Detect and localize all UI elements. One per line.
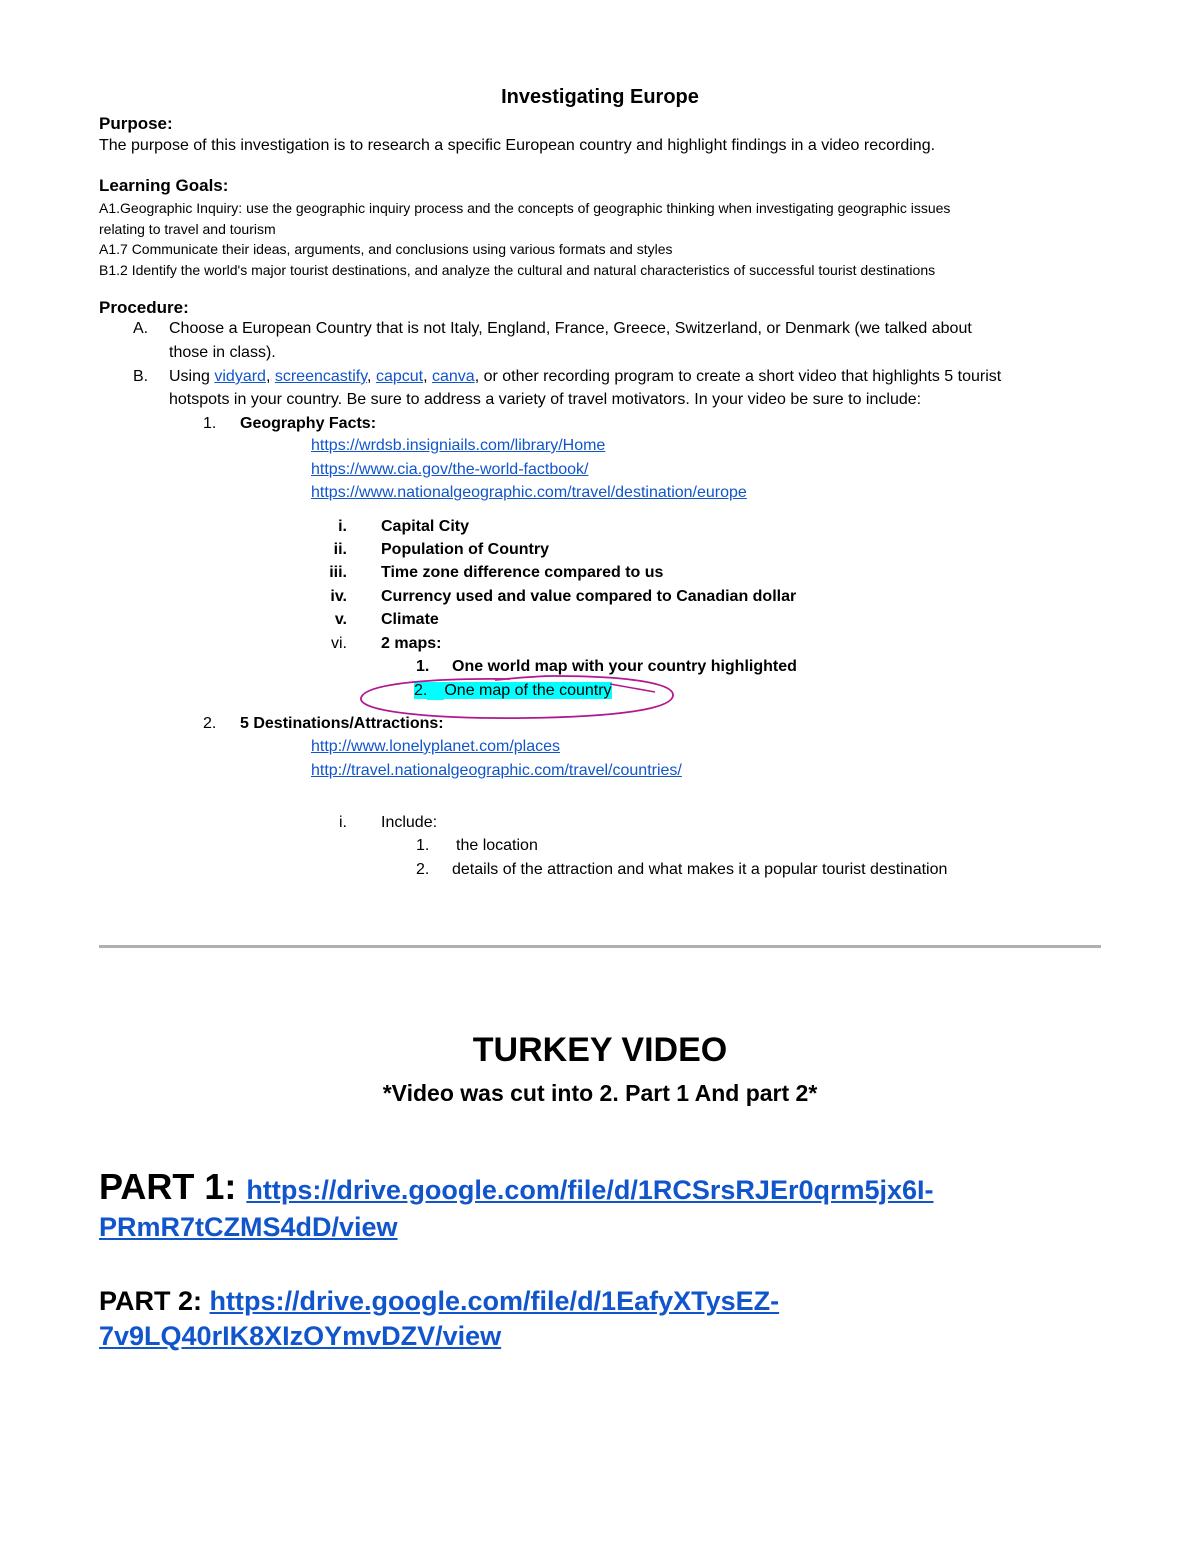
geo-marker: 1. — [203, 415, 217, 432]
map-item-country: One map of the country — [444, 682, 612, 699]
goal-a1-line2: relating to travel and tourism — [99, 221, 276, 237]
geo-link-cia[interactable]: https://www.cia.gov/the-world-factbook/ — [311, 461, 589, 478]
annotation-ellipse — [361, 676, 673, 718]
geo-item-currency: Currency used and value compared to Canadian dollar — [381, 588, 797, 605]
dest-marker: 2. — [203, 715, 217, 732]
include-details: details of the attraction and what makes it a popular tourist destination — [452, 861, 948, 878]
procedure-b-line1 — [169, 368, 1001, 386]
geo-item-climate: Climate — [381, 611, 439, 628]
geo-item-marker: iv. — [330, 588, 347, 605]
part2-label: PART 2: — [99, 1286, 203, 1316]
annotation-stroke — [610, 684, 655, 692]
using-label: Using — [169, 368, 210, 385]
part1-row — [99, 1166, 934, 1208]
procedure-b-line2: hotspots in your country. Be sure to address a variety of travel motivators. In your video be sure to include: — [169, 391, 922, 408]
procedure-a-marker: A. — [133, 320, 149, 337]
procedure-b-rest: , or other recording program to create a short video that highlights 5 tourist — [474, 368, 1002, 385]
geo-item-marker: iii. — [329, 564, 347, 581]
include-location: the location — [456, 837, 538, 854]
geo-item-maps: 2 maps: — [381, 635, 442, 652]
geo-item-timezone: Time zone difference compared to us — [381, 564, 664, 581]
part2-link-continued[interactable]: 7v9LQ40rIK8XIzOYmvDZV/view — [99, 1321, 502, 1351]
procedure-a-line1: Choose a European Country that is not Italy, England, France, Greece, Switzerland, or Denmark (we talked about — [169, 320, 972, 337]
goal-b12: B1.2 Identify the world's major tourist destinations, and analyze the cultural and natural characteristics of successful tourist destinations — [99, 262, 936, 278]
map-item-marker: 2. — [414, 682, 428, 699]
geo-item-capital: Capital City — [381, 518, 470, 535]
comma: , — [423, 368, 428, 385]
purpose-text: The purpose of this investigation is to research a specific European country and highlight findings in a video recording. — [99, 137, 936, 154]
include-sub-marker: 1. — [416, 837, 430, 854]
horizontal-divider — [99, 945, 1101, 948]
part1-link-continued[interactable]: PRmR7tCZMS4dD/view — [99, 1212, 398, 1242]
geo-item-marker: ii. — [333, 541, 347, 558]
geo-link-insignia[interactable]: https://wrdsb.insigniails.com/library/Home — [311, 437, 606, 454]
comma: , — [367, 368, 372, 385]
part1-link[interactable]: https://drive.google.com/file/d/1RCSrsRJEr0qrm5jx6I- — [246, 1175, 934, 1205]
page-title: Investigating Europe — [501, 86, 699, 108]
canva-link[interactable]: canva — [431, 368, 475, 385]
goal-a17: A1.7 Communicate their ideas, arguments, and conclusions using various formats and styles — [99, 241, 673, 257]
geo-item-marker: v. — [334, 611, 347, 628]
include-label: Include: — [381, 814, 438, 831]
geo-item-marker: vi. — [331, 635, 347, 652]
procedure-b-marker: B. — [133, 368, 149, 385]
screencastify-link[interactable]: screencastify — [274, 368, 368, 385]
video-subtitle: *Video was cut into 2. Part 1 And part 2* — [382, 1080, 818, 1106]
geo-item-population: Population of Country — [381, 541, 549, 558]
part2-link[interactable]: https://drive.google.com/file/d/1EafyXTysEZ- — [209, 1286, 780, 1316]
purpose-heading: Purpose: — [99, 114, 173, 133]
include-sub-marker: 2. — [416, 861, 430, 878]
geo-item-marker: i. — [338, 518, 347, 535]
procedure-heading: Procedure: — [99, 298, 189, 317]
map-item-marker: 1. — [416, 658, 430, 675]
geo-label: Geography Facts: — [240, 415, 377, 432]
video-title: TURKEY VIDEO — [472, 1031, 728, 1069]
geo-link-natgeo[interactable]: https://www.nationalgeographic.com/travel/destination/europe — [311, 484, 747, 501]
procedure-a-line2: those in class). — [169, 344, 276, 361]
dest-link-natgeo[interactable]: http://travel.nationalgeographic.com/travel/countries/ — [311, 762, 682, 779]
capcut-link[interactable]: capcut — [375, 368, 424, 385]
goal-a1-line1: A1.Geographic Inquiry: use the geographic inquiry process and the concepts of geographic thinking when investigating geographic issues — [99, 200, 951, 216]
comma: , — [265, 368, 271, 385]
learning-goals-heading: Learning Goals: — [99, 176, 229, 195]
part2-row — [99, 1286, 779, 1317]
part1-label: PART 1: — [99, 1166, 237, 1207]
dest-link-lonelyplanet[interactable]: http://www.lonelyplanet.com/places — [311, 738, 561, 755]
map-item-world: One world map with your country highlighted — [452, 658, 797, 675]
include-marker: i. — [339, 814, 347, 831]
vidyard-link[interactable]: vidyard — [214, 368, 266, 385]
dest-label: 5 Destinations/Attractions: — [240, 715, 444, 732]
